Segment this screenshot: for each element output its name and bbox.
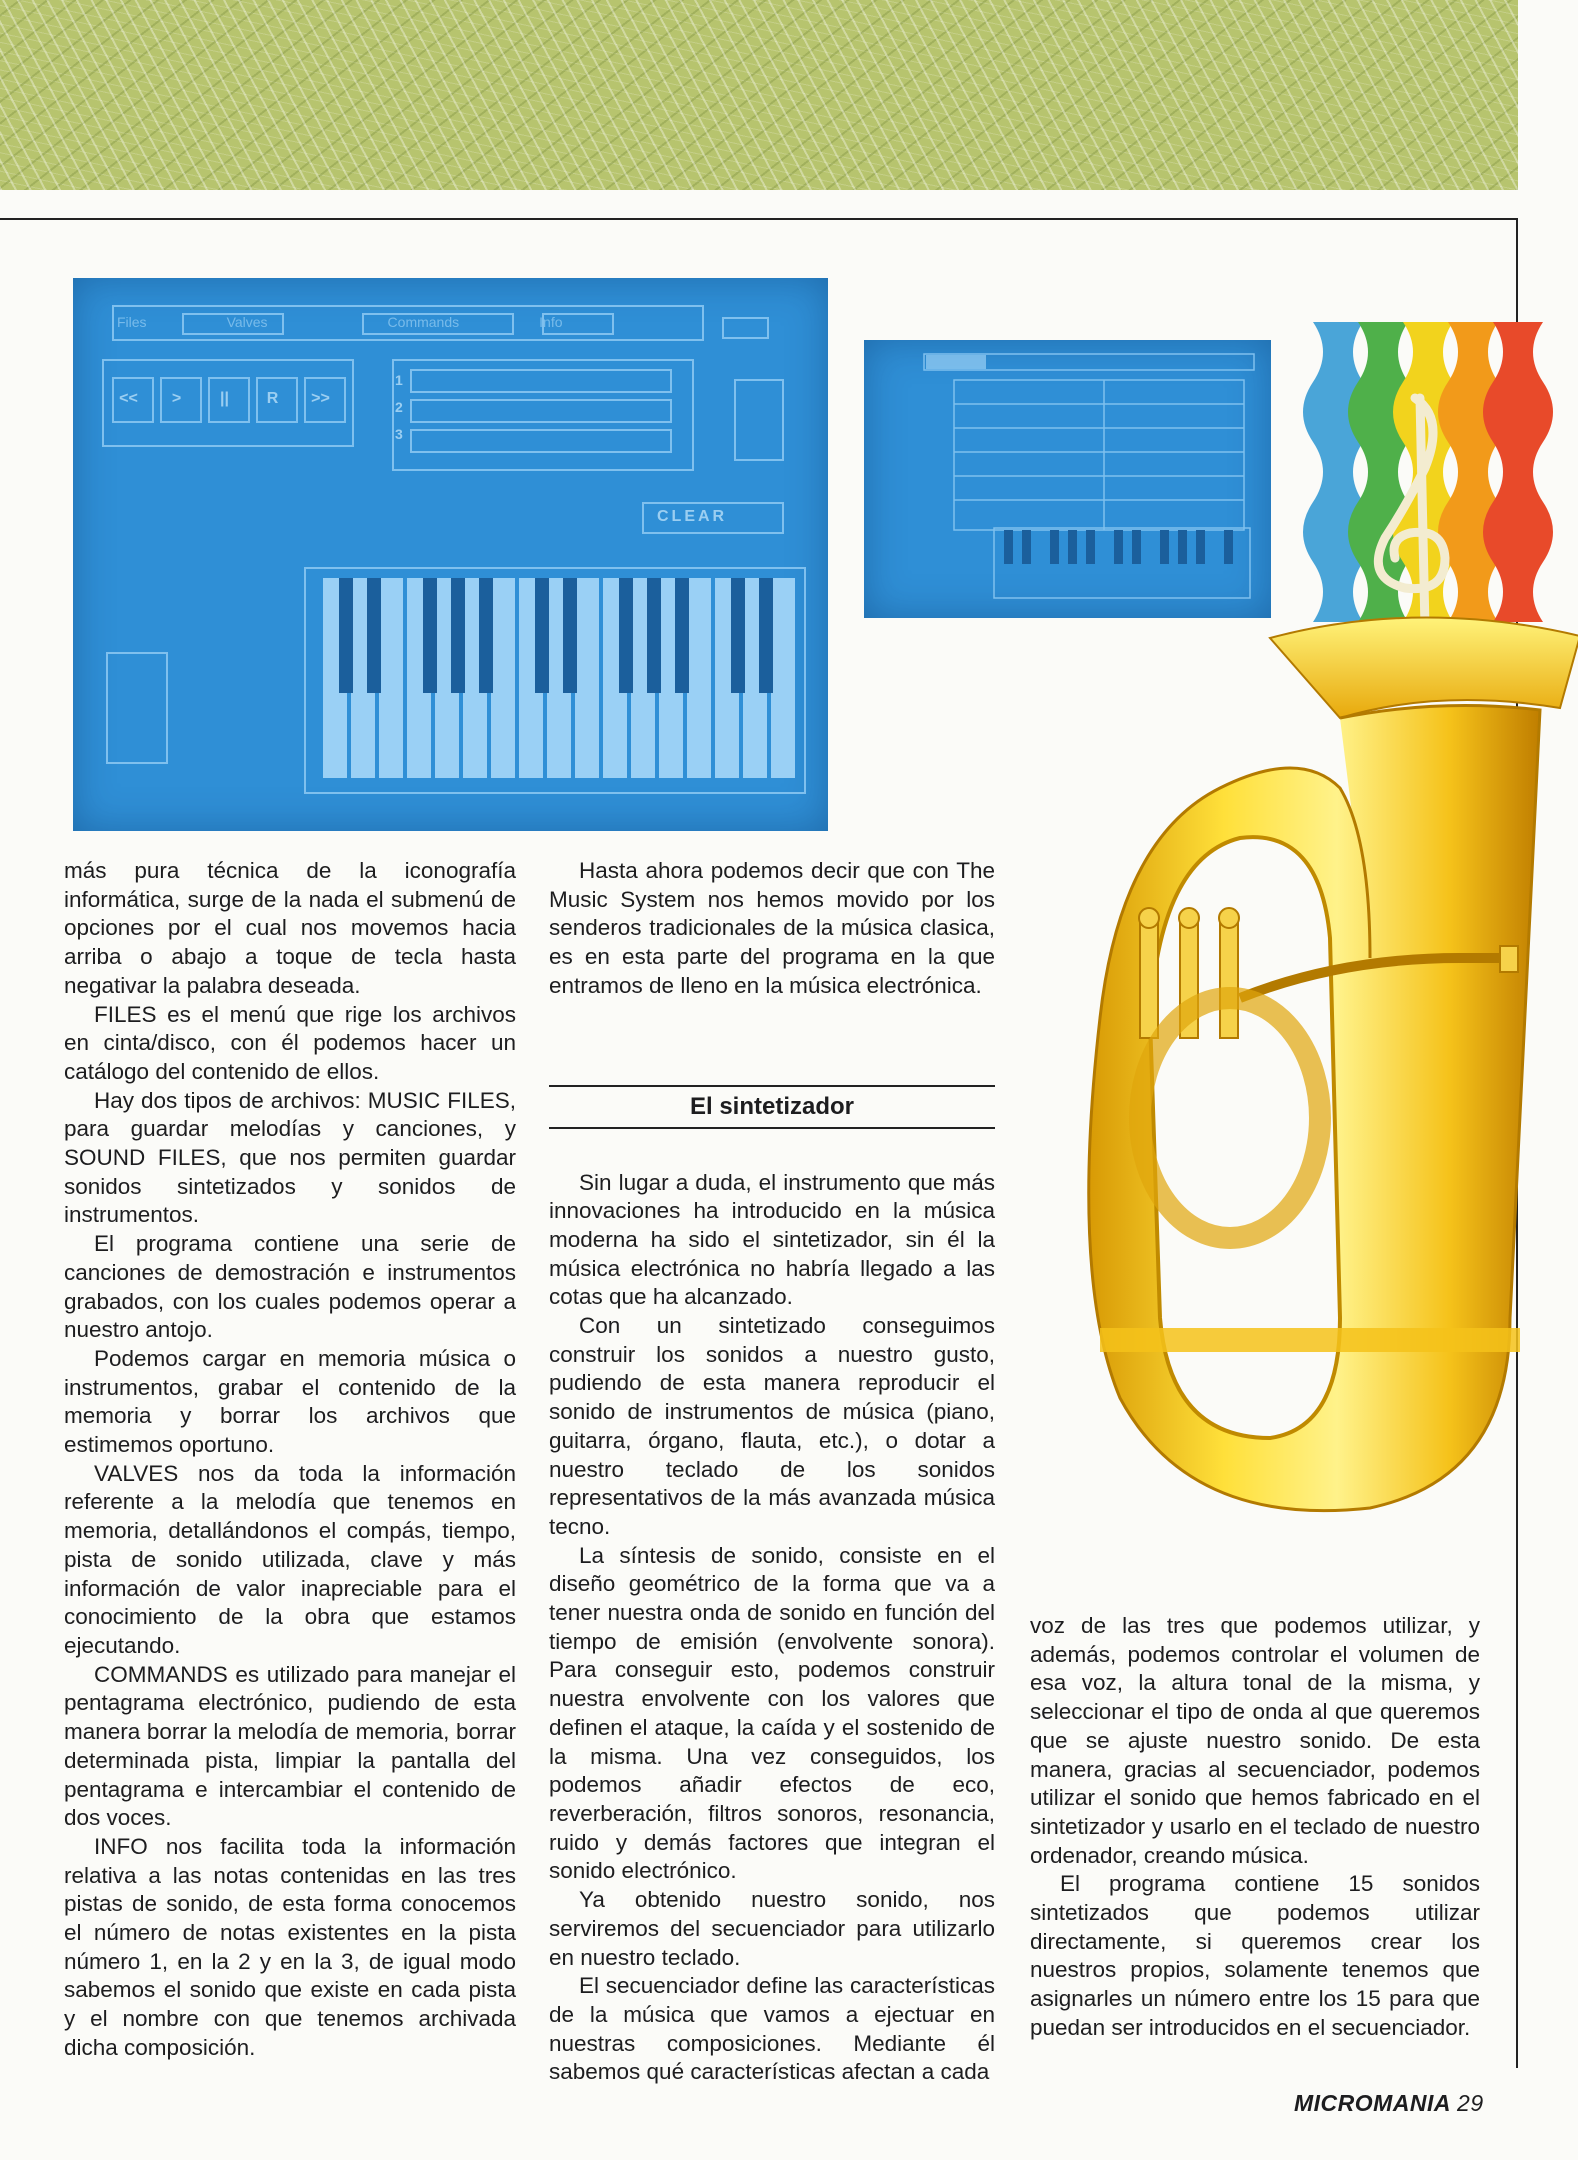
col2-paragraph: La síntesis de sonido, consiste en el diseño geométrico de la forma que va a tener nuestra onda de sonido en función del tiempo de emisión (envolvente sonora). Para conseguir esto, podemos construir nuestra envolvente con los valores que definen el ataque, la caída y el sostenido de la misma. Una vez conseguidos, los podemos añadir efectos de eco, reverberación, filtros sonoros, resonancia, ruido y demás factores que integran el sonido electrónico. xyxy=(549,1542,995,1884)
play-button[interactable]: > xyxy=(171,390,182,407)
top-rule xyxy=(0,218,1518,220)
menu-commands[interactable]: Commands xyxy=(387,314,460,330)
section-heading: El sintetizador xyxy=(549,1085,995,1129)
magazine-name: MICROMANIA xyxy=(1294,2090,1452,2116)
menu-bar xyxy=(117,314,563,330)
fast-forward-button[interactable]: >> xyxy=(311,390,330,407)
clear-button[interactable]: CLEAR xyxy=(657,508,728,525)
col2-paragraph: El secuenciador define las características de la música que vamos a ejectuar en nuestras composiciones. Mediante él sabemos qué características afectan a cada xyxy=(549,1973,995,2085)
page-number: 29 xyxy=(1457,2090,1484,2116)
music-system-screenshot xyxy=(73,278,828,831)
track-1-label[interactable]: 1 xyxy=(395,372,403,388)
col1-paragraph: más pura técnica de la iconografía informática, surge de la nada el submenú de opciones por el cual nos movemos hacia arriba o abajo a toque de tecla hasta negativar la palabra deseada. xyxy=(64,858,516,998)
col2-paragraph: Ya obtenido nuestro sonido, nos serviremos del secuenciador para utilizarlo en nuestro teclado. xyxy=(549,1887,995,1970)
col1-paragraph: COMMANDS es utilizado para manejar el pentagrama electrónico, pudiendo de esta manera borrar la melodía de memoria, borrar determinada pista, limpiar la pantalla del pentagrama e intercambiar el contenido de dos voces. xyxy=(64,1661,516,1831)
menu-valves[interactable]: Valves xyxy=(226,314,268,330)
transport-controls xyxy=(113,390,336,408)
col1-paragraph: Podemos cargar en memoria música o instrumentos, grabar el contenido de la memoria y borrar los archivos que estimemos oportuno. xyxy=(64,1345,516,1458)
rewind-button[interactable]: << xyxy=(119,390,138,407)
col1-paragraph: VALVES nos da toda la información referente a la melodía que tenemos en memoria, detallándonos el compás, tiempo, pista de sonido utilizada, clave y más información de valor inapreciable para el conocimiento de la obra que estamos ejecutando. xyxy=(64,1460,516,1658)
track-2-label[interactable]: 2 xyxy=(395,399,403,415)
col3-paragraph: El programa contiene 15 sonidos sintetizados que podemos utilizar directamente, si queremos crear los nuestros propios, solamente tenemos que asignarles un número entre los 15 para que puedan ser introducidos en el secuenciador. xyxy=(1030,1871,1480,2040)
screenshot-drawing xyxy=(73,278,828,831)
track-labels xyxy=(395,372,403,442)
side-control xyxy=(107,653,167,763)
col1-paragraph: Hay dos tipos de archivos: MUSIC FILES, para guardar melodías y canciones, y SOUND FILES, que nos permiten guardar sonidos sintetizados y sonidos de instrumentos. xyxy=(64,1087,516,1228)
text-column-3 xyxy=(1030,1612,1480,2043)
decorative-banner xyxy=(0,0,1518,190)
menu-files[interactable]: Files xyxy=(117,314,147,330)
pause-button[interactable]: || xyxy=(220,390,229,407)
col3-paragraph: voz de las tres que podemos utilizar, y además, podemos controlar el volumen de esa voz, la altura tonal de la misma, y seleccionar el tipo de onda al que queremos que se ajuste nuestro sonido. De esta manera, gracias al secuenciador, podemos utilizar el sonido que hemos fabricado en el sintetizador y usarlo en el teclado de nuestro ordenador, creando música. xyxy=(1030,1613,1480,1868)
col2-intro: Hasta ahora podemos decir que con The Music System nos hemos movido por los senderos tradicionales de la música clasica, es en esta parte del programa en la que entramos de lleno en la música electrónica. xyxy=(549,858,995,998)
tuba-illustration xyxy=(1040,318,1578,1618)
col1-paragraph: El programa contiene una serie de canciones de demostración e instrumentos grabados, con los cuales podemos operar a nuestro antojo. xyxy=(64,1231,516,1343)
col1-paragraph: INFO nos facilita toda la información relativa a las notas contenidas en las tres pistas de sonido, de esta forma conocemos el número de notas existentes en la pista número 1, en la 2 y en la 3, de igual modo sabemos el sonido que existe en cada pista y el nombre con que tenemos archivada dicha composición. xyxy=(64,1833,516,2060)
page-footer xyxy=(1294,2090,1484,2117)
col2-paragraph: Con un sintetizado conseguimos construir los sonidos a nuestro gusto, pudiendo de esta manera reproducir el sonido de instrumentos de música (piano, guitarra, órgano, flauta, etc.), o dotar a nuestro teclado de los sonidos representativos de la más avanzada música tecno. xyxy=(549,1313,995,1539)
text-column-2 xyxy=(549,857,995,2087)
record-button[interactable]: R xyxy=(266,390,279,407)
col1-paragraph: FILES es el menú que rige los archivos en cinta/disco, con él podemos hacer un catálogo del contenido de ellos. xyxy=(64,1001,516,1084)
menu-info[interactable]: Info xyxy=(539,314,563,330)
tuba-body xyxy=(1089,617,1578,1510)
col2-paragraph: Sin lugar a duda, el instrumento que más innovaciones ha introducido en la música moderna ha sido el sintetizador, sin él la música electrónica no habría llegado a las cotas que ha alcanzado. xyxy=(549,1169,995,1310)
track-3-label[interactable]: 3 xyxy=(395,426,403,442)
text-column-1 xyxy=(64,857,516,2063)
track-panel xyxy=(393,360,693,470)
